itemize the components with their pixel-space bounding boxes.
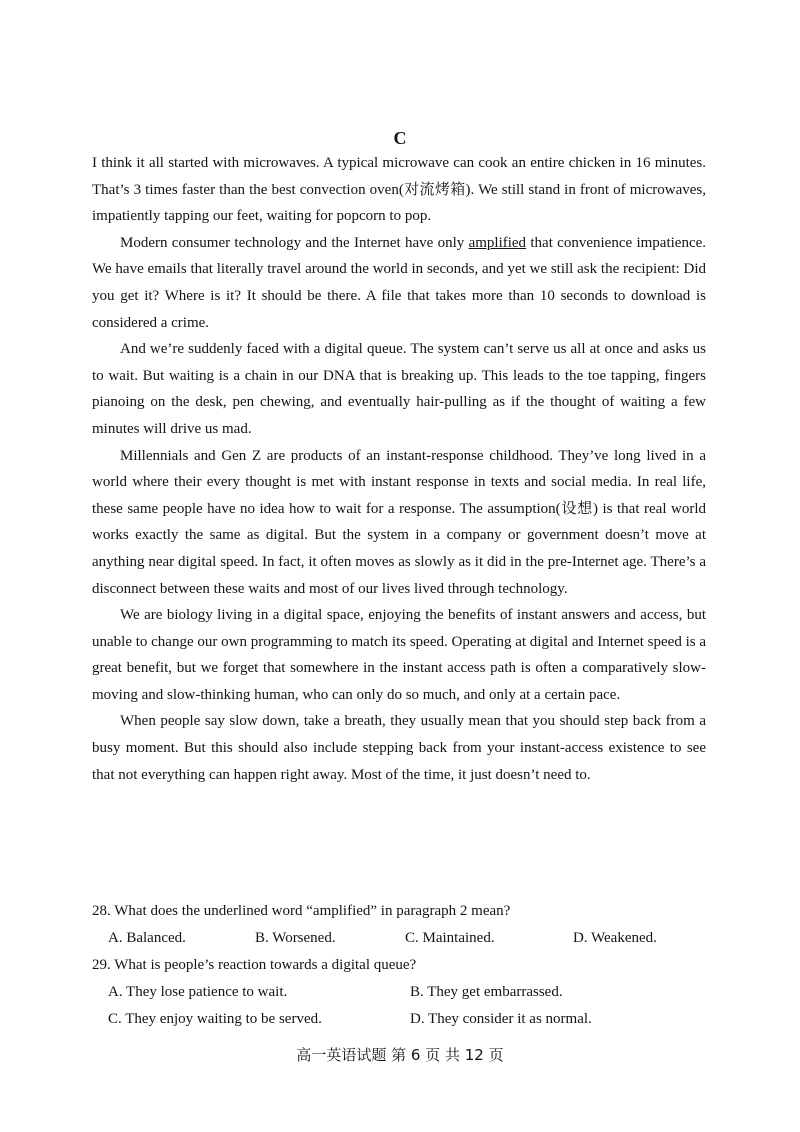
option-b: B. Worsened. [255,930,336,946]
paragraph-4: Millennials and Gen Z are products of an instant-response childhood. They’ve long lived in a world where their every thought is met with instant response in texts and social media. In real life, these same people have no idea how to wait for a response. The assumption(设想) is that real world works exactly the same as digital. But the system in a company or government doesn’t move at anything near digital speed. In fact, it often moves as slowly as it did in the pre-Internet age. There’s a disconnect between these waits and most of our lives lived through technology. [92,447,706,597]
underlined-word: amplified [468,234,527,251]
option-d: D. They consider it as normal. [410,1011,592,1027]
paragraph-6: When people say slow down, take a breath, they usually mean that you should step back from a busy moment. But this should also include stepping back from your instant-access existence to see that not everything can happen right away. Most of the time, it just doesn’t need to. [92,713,706,783]
option-row [92,979,706,1006]
option-row [92,1006,706,1033]
section-heading: C [393,128,407,148]
option-d: D. Weakened. [573,930,657,946]
option-b: B. They get embarrassed. [410,984,563,1000]
option-a: A. Balanced. [108,930,186,946]
paragraph-5: We are biology living in a digital space, enjoying the benefits of instant answers and access, but unable to change our own programming to match its speed. Operating at digital and Internet speed is a great benefit, but we forget that somewhere in the instant access path is often a comparatively slow-moving and slow-thinking human, who can only do so much, and only at a certain pace. [92,607,706,703]
paragraph-3: And we’re suddenly faced with a digital queue. The system can’t serve us all at once and asks us to wait. But waiting is a chain in our DNA that is breaking up. This leads to the toe tapping, fingers pianoing on the desk, pen chewing, and eventually hair-pulling as if the thought of waiting a few minutes will drive us mad. [92,341,706,437]
reading-passage [92,150,706,788]
question-list [92,898,706,1033]
option-row [92,925,706,952]
question-stem: 28. What does the underlined word “amplified” in paragraph 2 mean? [92,903,511,919]
paragraph-2-text-after: that convenience impatience. We have emails that literally travel around the world in seconds, and yet we still ask the recipient: Did you get it? Where is it? It should be there. A file that takes more than 10 seconds to download is considered a crime. [92,234,707,331]
question-29 [92,952,706,1033]
paragraph-2 [92,230,706,336]
option-c: C. They enjoy waiting to be served. [108,1011,322,1027]
option-a: A. They lose patience to wait. [108,984,288,1000]
question-stem: 29. What is people’s reaction towards a digital queue? [92,957,417,973]
page-footer: 高一英语试题 第 6 页 共 12 页 [296,1046,504,1064]
paragraph-1: I think it all started with microwaves. A typical microwave can cook an entire chicken in 16 minutes. That’s 3 times faster than the best convection oven(对流烤箱). We still stand in front of microwaves, impatiently tapping our feet, waiting for popcorn to pop. [92,155,706,225]
option-c: C. Maintained. [405,930,495,946]
paragraph-2-text-before: Modern consumer technology and the Internet have only [120,234,469,251]
question-28 [92,898,706,952]
